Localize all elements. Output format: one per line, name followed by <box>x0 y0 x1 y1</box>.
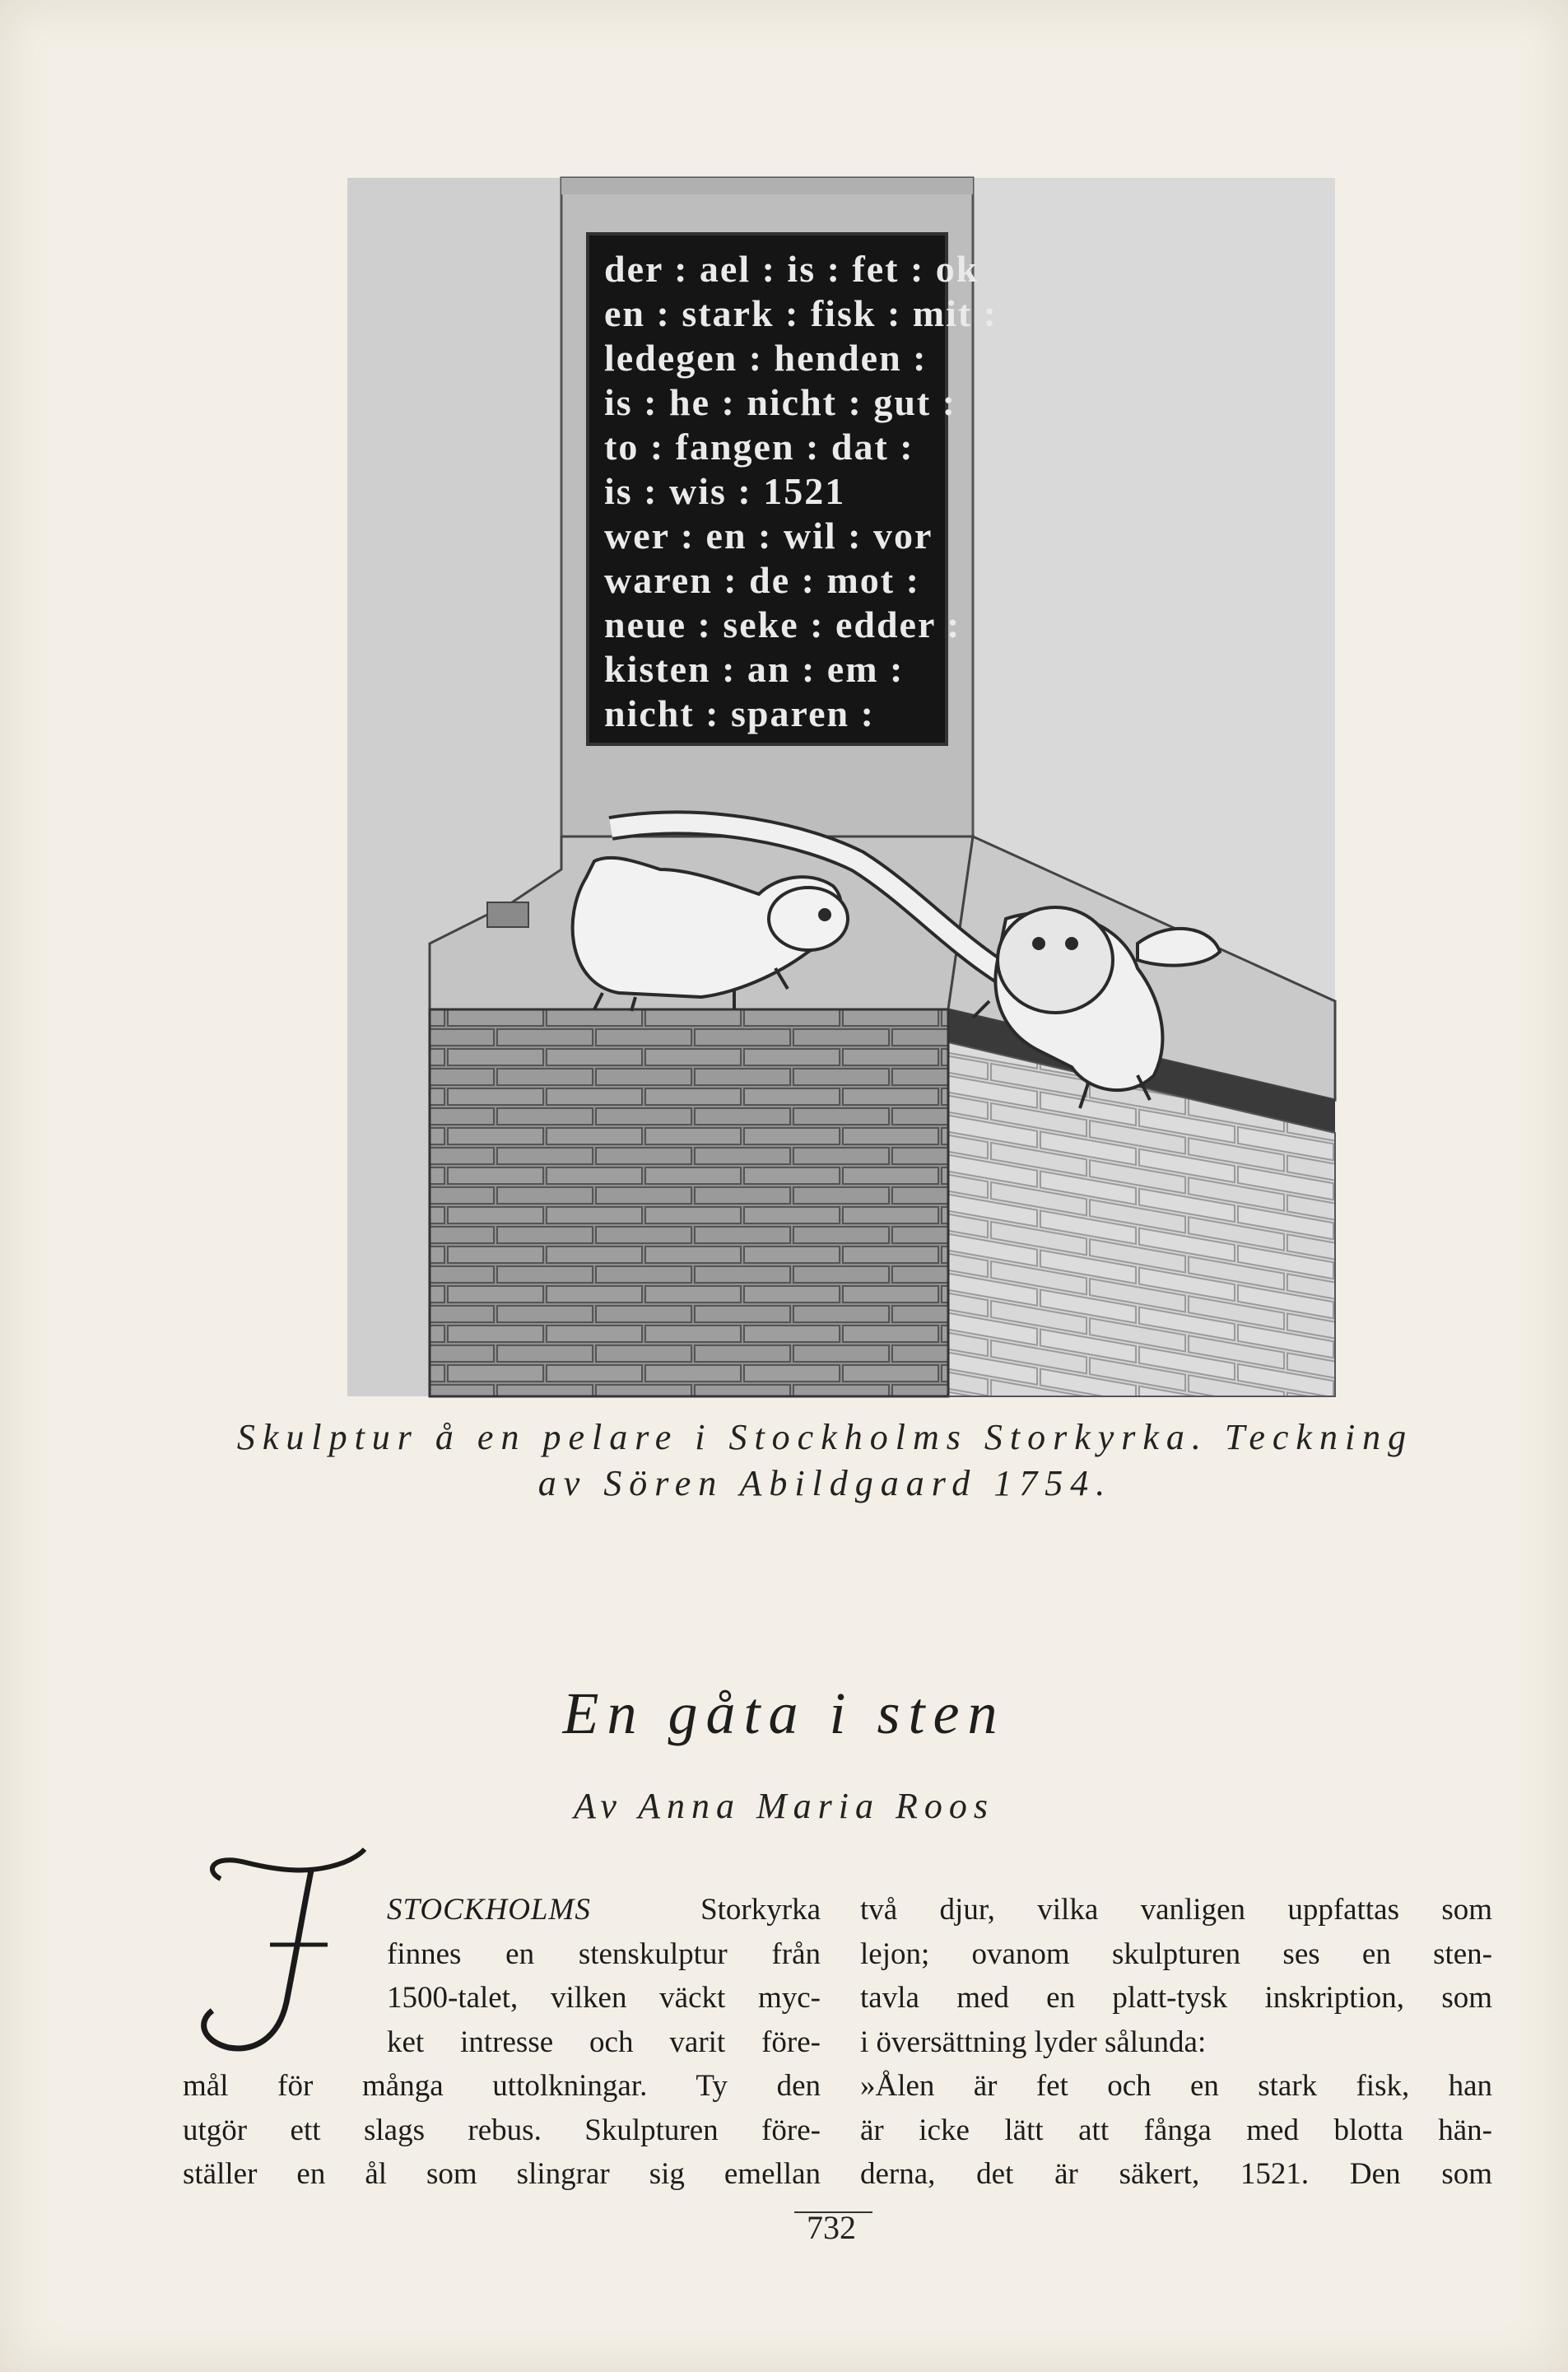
inscription-line: is : wis : 1521 <box>604 470 846 512</box>
inscription-line: nicht : sparen : <box>604 692 875 734</box>
article-byline: Av Anna Maria Roos <box>573 1786 995 1826</box>
right-column <box>860 1888 1492 2197</box>
inscription-line: der : ael : is : fet : ok <box>604 248 979 290</box>
text-line: finnes en stenskulptur från <box>387 1936 821 1971</box>
inscription-line: waren : de : mot : <box>604 559 920 601</box>
inscription-line: ledegen : henden : <box>604 337 928 379</box>
inscription-line: kisten : an : em : <box>604 648 905 690</box>
illustration <box>347 178 1335 1396</box>
inscription-line: wer : en : wil : vor <box>604 515 933 557</box>
text-line: »Ålen är fet och en stark fisk, han <box>860 2069 1492 2103</box>
inscription-line: is : he : nicht : gut : <box>604 381 957 423</box>
text-line: utgör ett slags rebus. Skulpturen före- <box>183 2113 821 2147</box>
text-line: derna, det är säkert, 1521. Den som <box>860 2157 1492 2191</box>
text-line: ställer en ål som slingrar sig emellan <box>183 2157 821 2191</box>
text-line: STOCKHOLMS Storkyrka <box>387 1893 821 1927</box>
article-title: En gåta i sten <box>562 1680 1006 1746</box>
left-column <box>183 1888 821 2197</box>
text-line: mål för många uttolkningar. Ty den <box>183 2069 821 2103</box>
caption-line-2: av Sören Abildgaard 1754. <box>537 1463 1113 1503</box>
text-line: i översättning lyder sålunda: <box>860 2025 1207 2059</box>
caption-line-1: Skulptur å en pelare i Stockholms Storkyrka. Teckning <box>236 1417 1414 1457</box>
figure-caption <box>198 1414 1453 1507</box>
text-line: 1500-talet, vilken väckt myc- <box>387 1981 821 2015</box>
text-line: är icke lätt att fånga med blotta hän- <box>860 2113 1492 2147</box>
inscription-line: en : stark : fisk : mit : <box>604 292 998 334</box>
inscription-line: to : fangen : dat : <box>604 426 914 468</box>
inscription-line: neue : seke : edder : <box>604 603 961 645</box>
text-line: lejon; ovanom skulpturen ses en sten- <box>860 1936 1492 1971</box>
dropcap-letter: I <box>188 1835 193 1849</box>
text-line: ket intresse och varit före- <box>387 2025 821 2059</box>
sculpture-drawing <box>347 178 1335 1396</box>
page-number: 732 <box>807 2209 856 2246</box>
opening-word: STOCKHOLMS <box>387 1893 591 1927</box>
text-line: tavla med en platt-tysk inskription, som <box>860 1981 1492 2015</box>
text-line: två djur, vilka vanligen uppfattas som <box>860 1893 1492 1927</box>
